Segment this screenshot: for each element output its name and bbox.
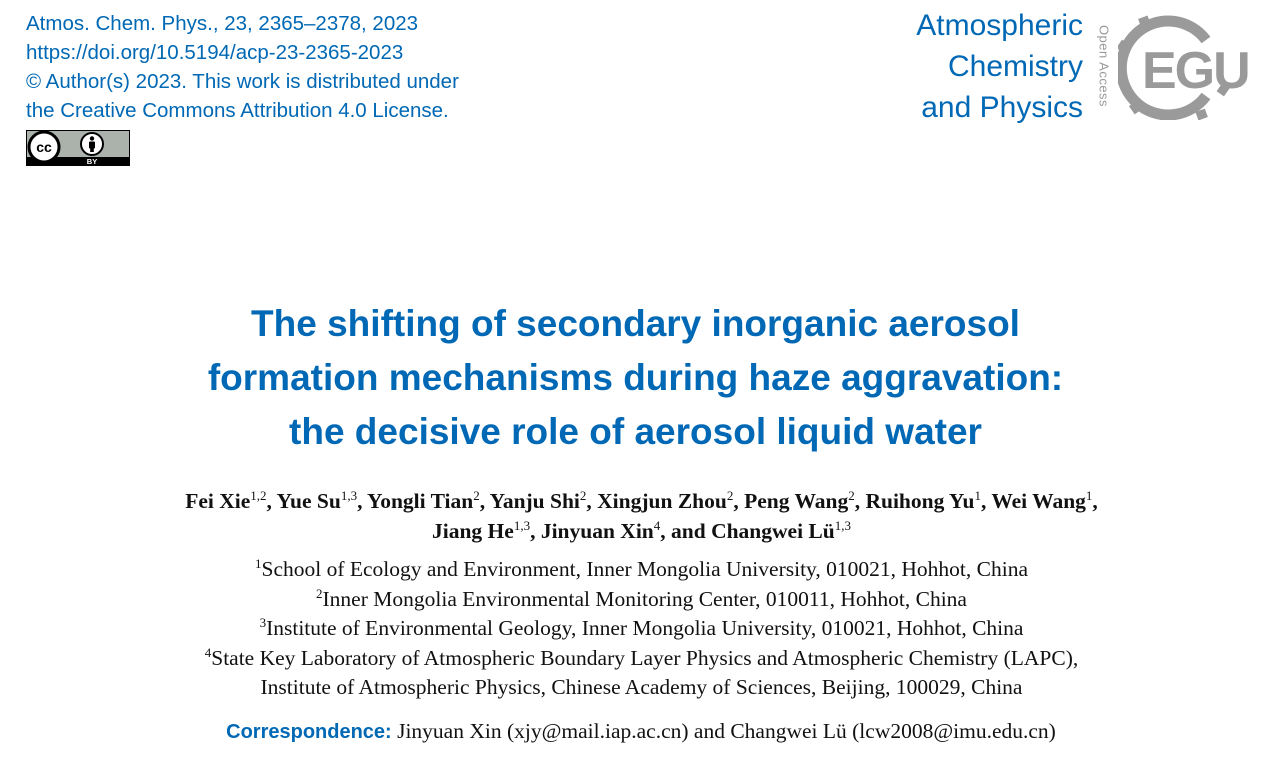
journal-name-line-1: Atmospheric [916,9,1083,42]
author-affiliation-mark: 2 [848,488,855,503]
affiliation-number: 1 [254,556,262,571]
correspondence [0,716,1271,747]
journal-citation-block [26,9,459,125]
affiliation-text: State Key Laboratory of Atmospheric Boundary Layer Physics and Atmospheric Chemistry (LAPC), [211,645,1079,670]
author-name: Jinyuan Xin [540,519,654,543]
title-line-1: The shifting of secondary inorganic aerosol [251,303,1020,344]
affiliation-list [0,555,1271,703]
author-name: Fei Xie [185,489,251,513]
affiliation-item [0,614,1271,644]
affiliation-item [0,585,1271,615]
affiliation-text: School of Ecology and Environment, Inner Mongolia University, 010021, Hohhot, China [261,557,1029,581]
open-access-text: Open Access [1096,24,1112,108]
affiliation-item [0,644,1271,674]
author-affiliation-mark: 2 [579,488,587,503]
affiliation-item-continued [0,673,1271,703]
author-name: Yue Su [276,489,341,513]
author-affiliation-mark: 1 [974,488,981,503]
journal-name [916,5,1083,128]
author-affiliation-mark: 2 [726,488,734,503]
cc-by-license-badge[interactable] [26,130,130,166]
copyright-line: © Author(s) 2023. This work is distributed under [26,70,459,93]
affiliation-item [0,555,1271,585]
cc-icon [29,132,59,162]
doi-link[interactable]: https://doi.org/10.5194/acp-23-2365-2023 [26,41,404,64]
affiliation-number: 3 [259,615,267,630]
title-line-3: the decisive role of aerosol liquid water [289,411,982,452]
affiliation-number: 4 [204,644,212,660]
correspondence-label: Correspondence: [226,721,392,743]
author-list [0,486,1271,546]
by-person-icon [81,133,103,155]
egu-logo [1118,10,1258,120]
author-name: Peng Wang [744,489,849,513]
author-name: Changwei Lü [711,519,835,543]
author-affiliation-mark: 1 [1085,488,1093,503]
paper-title [0,297,1271,459]
author-name: Yanju Shi [489,489,580,513]
author-line-1: Fei Xie$^{1,2}$, Yue Su$^{1,3}$, Yongli Tian$^2$, Yanju Shi$^2$, Xingjun Zhou$^2$, Peng Wang$^2$, Ruihong Yu$^1$, Wei Wang$^1$, [185,488,1098,513]
affiliation-text: Institute of Atmospheric Physics, Chinese Academy of Sciences, Beijing, 100029, China [260,675,1023,699]
author-line-2: Jiang He$^{1,3}$, Jinyuan Xin$^4$, and Changwei Lü$^{1,3}$ [432,518,851,543]
author-affiliation-mark: 2 [473,488,480,503]
license-badge-text: BY [86,157,98,166]
author-affiliation-mark: 1,3 [340,488,358,503]
title-line-2: formation mechanisms during haze aggravation: [207,357,1064,398]
egu-logo-text: EGU [1142,42,1249,100]
author-affiliation-mark: 1,3 [513,518,531,533]
license-line[interactable]: the Creative Commons Attribution 4.0 License. [26,99,449,122]
affiliation-text: Inner Mongolia Environmental Monitoring Center, 010011, Hohhot, China [322,586,967,611]
author-name: Jiang He [432,519,514,543]
affiliation-text: Institute of Environmental Geology, Inner Mongolia University, 010021, Hohhot, China [266,616,1024,640]
author-name: Ruihong Yu [865,489,975,513]
author-name: Xingjun Zhou [597,489,727,513]
correspondence-text[interactable]: Jinyuan Xin (xjy@mail.iap.ac.cn) and Changwei Lü (lcw2008@imu.edu.cn) [397,719,1056,743]
author-affiliation-mark: 1,3 [834,518,851,533]
open-access-label [1094,12,1114,120]
citation-line: Atmos. Chem. Phys., 23, 2365–2378, 2023 [26,12,419,35]
affiliation-number: 2 [316,585,323,601]
author-name: Yongli Tian [367,489,474,513]
journal-name-line-3: and Physics [921,91,1083,124]
author-affiliation-mark: 1,2 [250,488,267,503]
author-affiliation-mark: 4 [653,518,661,533]
journal-name-line-2: Chemistry [947,50,1083,83]
author-name: Wei Wang [991,489,1086,513]
svg-text:cc: cc [36,139,52,155]
